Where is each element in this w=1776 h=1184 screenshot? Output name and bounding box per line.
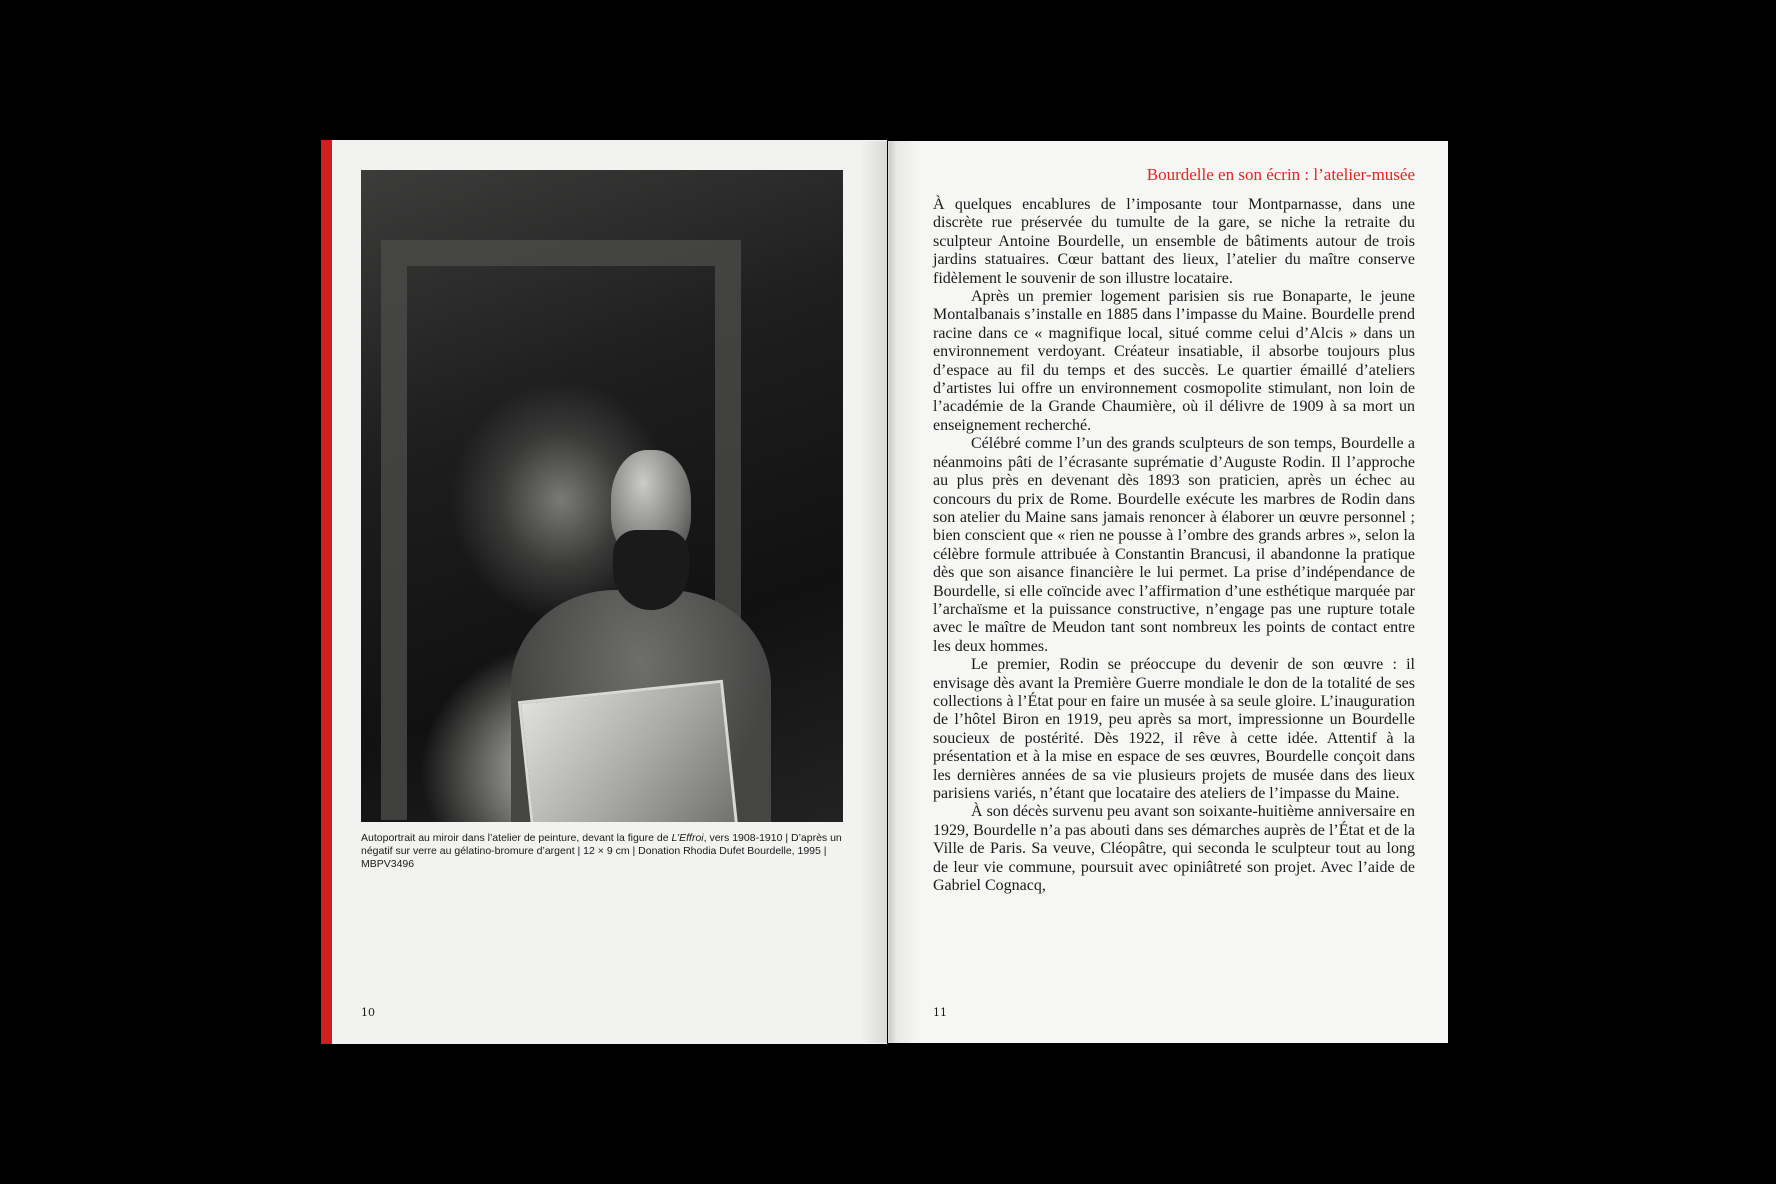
- sculpted-relief: [518, 680, 740, 822]
- caption-artwork-title: L’Effroi: [671, 832, 704, 844]
- caption-text-start: Autoportrait au miroir dans l’atelier de peinture, devant la figure de: [361, 832, 672, 844]
- paragraph: Célébré comme l’un des grands sculpteurs de son temps, Bourdelle a néanmoins pâti de l’écrasante suprématie d’Auguste Rodin. Il l’approche au plus près en devenant dès 1893 son praticien, après un échec au concours du prix de Rome. Bourdelle exécute les marbres de Rodin dans son atelier du Maine sans jamais renoncer à élaborer un œuvre personnel ; bien conscient que « rien ne pousse à l’ombre des grands arbres », selon la célèbre formule attribuée à Constantin Brancusi, il abandonne la pratique dès que son aisance financière le lui permet. La prise d’indépendance de Bourdelle, si elle coïncide avec l’affirmation d’une esthétique marquée par l’archaïsme et la puissance constructive, n’engage pas une rupture totale avec le maître de Meudon tant sont nombreux les points de contact entre les deux hommes.: [933, 435, 1415, 655]
- paragraph: Le premier, Rodin se préoccupe du devenir de son œuvre : il envisage dès avant la Première Guerre mondiale le don de la totalité de ses collections à l’État pour en faire un musée à sa seule gloire. L’inauguration de l’hôtel Biron en 1919, peu après sa mort, impressionne un Bourdelle soucieux de postérité. Dès 1922, il rêve à cette idée. Attentif à la présentation et à la mise en espace de ses œuvres, Bourdelle conçoit dans les dernières années de sa vie plusieurs projets de musée dans des lieux parisiens variés, n’étant que locataire des ateliers de l’impasse du Maine.: [933, 656, 1415, 802]
- red-page-edge: [321, 140, 332, 1044]
- page-number-right: 11: [933, 1006, 947, 1019]
- article-title: Bourdelle en son écrin : l’atelier-musée: [1146, 165, 1415, 184]
- photo-caption: [361, 832, 851, 871]
- sculptor-beard: [613, 530, 689, 610]
- paragraph: À quelques encablures de l’imposante tour Montparnasse, dans une discrète rue préservée du tumulte de la gare, se niche la retraite du sculpteur Antoine Bourdelle, un ensemble de bâtiments autour de trois jardins statuaires. Cœur battant des lieux, l’atelier du maître conserve fidèlement le souvenir de son illustre locataire.: [933, 196, 1415, 287]
- self-portrait-photograph: [361, 170, 843, 822]
- article: [933, 165, 1415, 895]
- page-number-left: 10: [361, 1006, 375, 1019]
- caption-text-end: , vers 1908-1910 | D’après un négatif sur verre au gélatino-bromure d’argent | 12 × 9 cm | Donation Rhodia Dufet Bourdelle, 1995 | MBPV3496: [361, 832, 842, 870]
- paragraph: Après un premier logement parisien sis rue Bonaparte, le jeune Montalbanais s’installe en 1885 dans l’impasse du Maine. Bourdelle prend racine dans ce « magnifique local, situé comme celui d’Alcis » dans un environnement verdoyant. Créateur insatiable, il absorbe toujours plus d’espace au fil du temps et des succès. Le quartier émaillé d’ateliers d’artistes lui offre un environnement cosmopolite stimulant, non loin de l’académie de la Grande Chaumière, où il délivre de 1909 à sa mort un enseignement recherché.: [933, 288, 1415, 434]
- paragraph: À son décès survenu peu avant son soixante-huitième anniversaire en 1929, Bourdelle n’a pas abouti dans ses démarches auprès de l’État et de la Ville de Paris. Sa veuve, Cléopâtre, qui seconda le sculpteur tout au long de leur vie commune, poursuit avec opiniâtreté son projet. Avec l’aide de Gabriel Cognacq,: [933, 803, 1415, 895]
